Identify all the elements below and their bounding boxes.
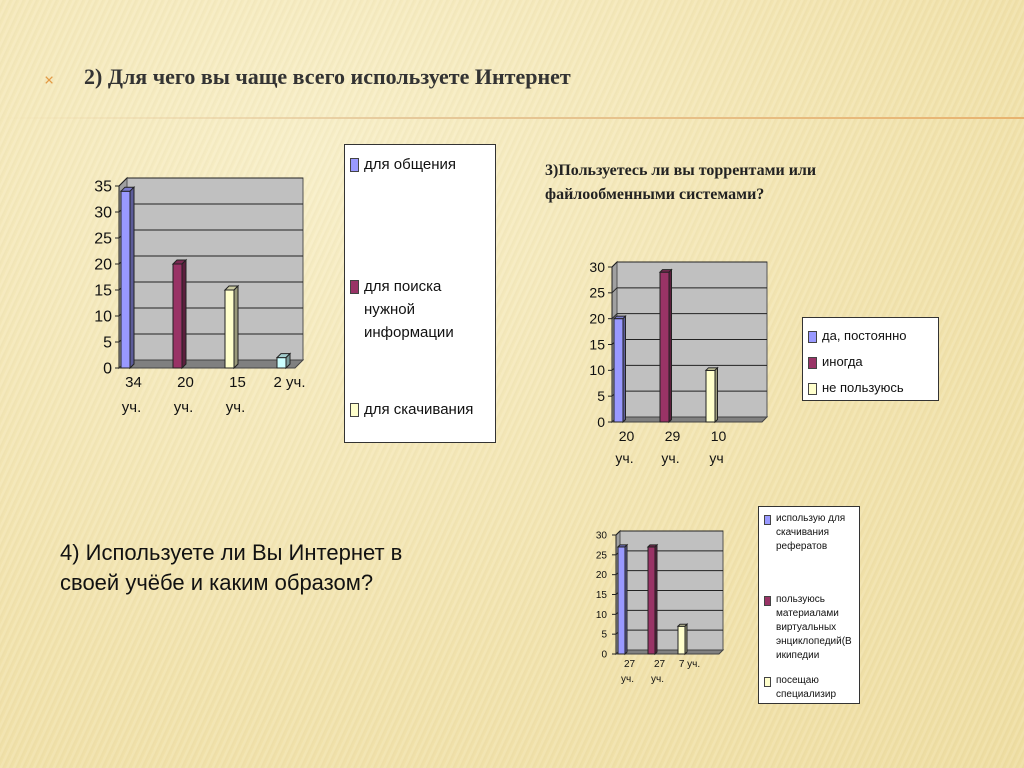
x-tick-label: уч. — [121, 399, 142, 416]
x-tick-label: уч. — [173, 399, 194, 416]
x-tick-label: 27 — [653, 659, 666, 670]
legend-item — [764, 674, 856, 702]
legend-label: не пользуюсь — [822, 380, 904, 395]
x-tick-label: уч. — [651, 674, 664, 685]
y-tick-label: 25 — [595, 550, 607, 562]
y-tick-label: 5 — [597, 388, 605, 405]
y-tick-label: 0 — [597, 413, 605, 430]
x-tick-label: 15 — [229, 374, 246, 391]
legend-swatch — [808, 331, 817, 343]
legend-swatch — [350, 280, 359, 294]
legend-swatch — [350, 403, 359, 417]
y-tick-label: 35 — [94, 178, 112, 196]
y-tick-label: 20 — [595, 570, 607, 582]
question-3-title: 3)Пользуетесь ли вы торрентами или файлообменными системами? — [545, 162, 817, 203]
y-tick-label: 15 — [595, 590, 607, 601]
chart-torrents — [570, 250, 785, 475]
x-tick-label: 34 — [125, 374, 142, 391]
legend-label: посещаю специализир — [776, 675, 837, 700]
x-tick-label: уч — [709, 450, 724, 466]
y-tick-label: 0 — [103, 360, 112, 378]
legend-item — [808, 379, 934, 397]
legend-internet-usage — [344, 144, 496, 443]
plot-floor — [612, 417, 767, 422]
legend-torrents — [802, 317, 939, 401]
x-tick-label: уч. — [621, 674, 634, 685]
x-tick-label: 20 — [618, 428, 635, 444]
legend-item — [350, 153, 484, 176]
y-tick-label: 5 — [103, 334, 112, 352]
x-tick-label: 10 — [710, 428, 727, 444]
legend-label: пользуюсь материалами виртуальных энциклопедий(Википедии — [776, 594, 852, 661]
title-divider — [0, 117, 1024, 119]
legend-swatch — [764, 596, 771, 606]
bullet-icon: × — [44, 70, 55, 90]
legend-swatch — [764, 677, 771, 687]
bar — [277, 354, 290, 368]
legend-swatch — [808, 357, 817, 369]
legend-swatch — [808, 383, 817, 395]
x-tick-label: 2 уч. — [273, 374, 306, 391]
legend-label: для общения — [364, 156, 457, 173]
legend-label: да, постоянно — [822, 328, 907, 343]
bar — [660, 270, 672, 422]
bar — [706, 368, 718, 422]
legend-item — [350, 398, 484, 421]
legend-item — [808, 327, 934, 345]
bar — [648, 545, 657, 654]
x-tick-label: 27 — [623, 659, 636, 670]
legend-study-usage — [758, 506, 860, 704]
legend-item — [764, 512, 856, 554]
y-tick-label: 30 — [595, 530, 607, 542]
slide-title: 2) Для чего вы чаще всего используете Интернет — [84, 64, 571, 89]
bar — [225, 286, 238, 368]
bar — [618, 545, 627, 654]
x-tick-label: 7 уч. — [678, 659, 701, 670]
legend-item — [808, 353, 934, 371]
legend-label: использую для скачивания рефератов — [776, 513, 846, 552]
legend-item — [350, 275, 484, 344]
bar — [121, 187, 134, 368]
chart-study-usage — [585, 522, 735, 692]
legend-item — [764, 593, 856, 663]
legend-swatch — [764, 515, 771, 525]
bar — [173, 260, 186, 368]
question-4-title: 4) Используете ли Вы Интернет в своей учёбе и каким образом? — [60, 540, 403, 595]
y-tick-label: 15 — [589, 336, 605, 353]
x-tick-label: уч. — [225, 399, 246, 416]
x-tick-label: уч. — [615, 450, 634, 466]
y-tick-label: 30 — [94, 204, 112, 222]
legend-label: иногда — [822, 354, 863, 369]
y-tick-label: 25 — [94, 230, 112, 248]
y-tick-label: 25 — [589, 284, 605, 301]
y-tick-label: 10 — [94, 308, 112, 326]
legend-label: для поиска нужной информации — [364, 278, 454, 341]
y-tick-label: 0 — [601, 649, 607, 661]
plot-floor — [616, 650, 723, 654]
y-tick-label: 15 — [94, 282, 112, 300]
y-tick-label: 20 — [589, 310, 605, 327]
y-tick-label: 5 — [601, 629, 607, 641]
y-tick-label: 10 — [589, 362, 605, 379]
plot-area — [127, 178, 303, 360]
x-tick-label: 20 — [177, 374, 194, 391]
y-tick-label: 10 — [595, 609, 607, 621]
y-tick-label: 30 — [589, 258, 605, 275]
legend-swatch — [350, 158, 359, 172]
bar — [678, 624, 687, 654]
bar — [614, 316, 626, 422]
plot-floor — [119, 360, 303, 368]
x-tick-label: уч. — [661, 450, 680, 466]
chart-internet-usage — [80, 165, 320, 425]
legend-label: для скачивания — [364, 401, 474, 418]
y-tick-label: 20 — [94, 256, 112, 274]
x-tick-label: 29 — [664, 428, 681, 444]
